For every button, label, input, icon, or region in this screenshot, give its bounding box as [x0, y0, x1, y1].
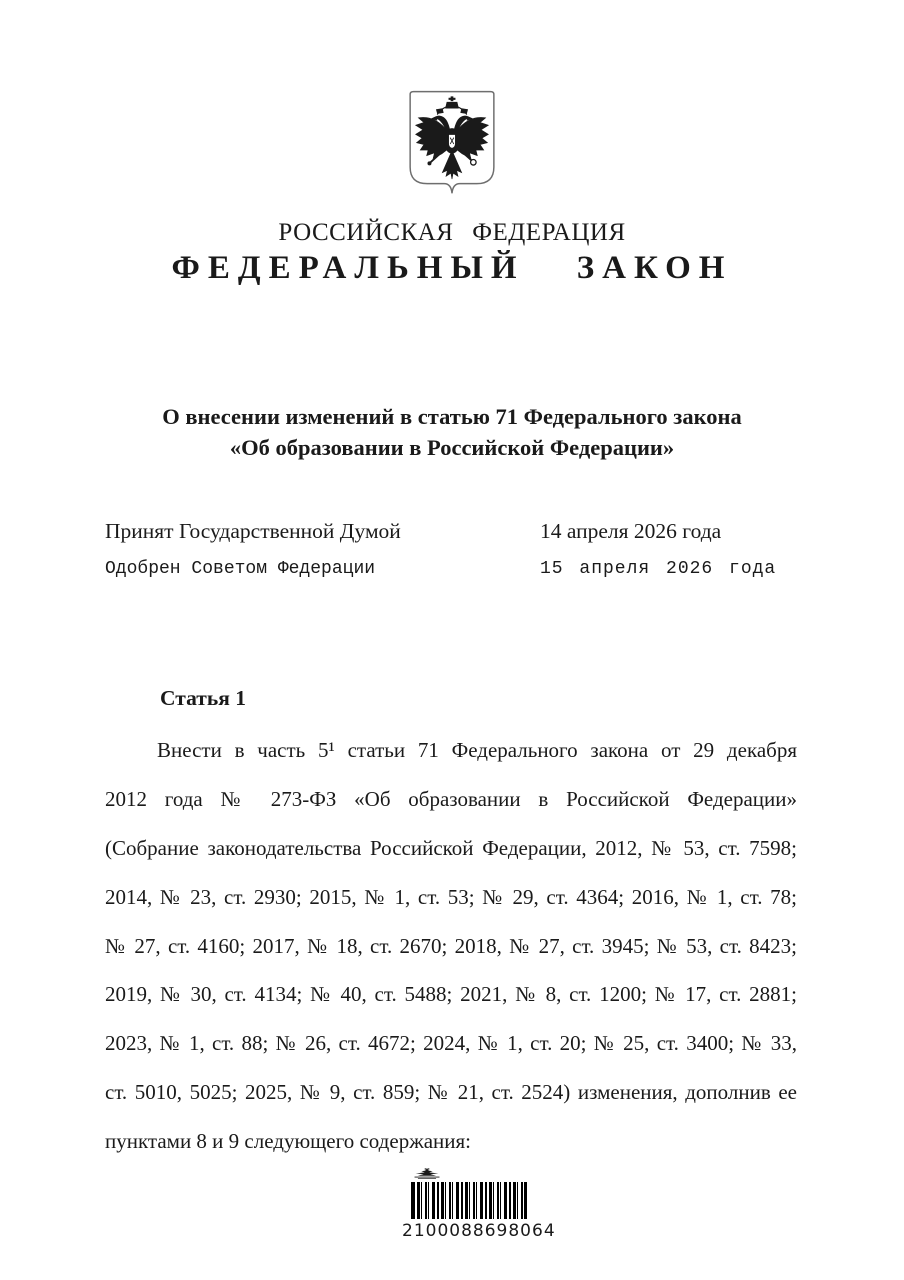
- adoption-block: [105, 519, 805, 594]
- russian-coat-of-arms-icon: [406, 86, 498, 204]
- body-line: ст. 5010, 5025; 2025, № 9, ст. 859; № 21, ст. 2524) изменения, дополнив ее: [105, 1080, 797, 1105]
- body-line: 2023, № 1, ст. 88; № 26, ст. 4672; 2024, № 1, ст. 20; № 25, ст. 3400; № 33,: [105, 1031, 797, 1056]
- body-line: пунктами 8 и 9 следующего содержания:: [105, 1129, 471, 1154]
- adoption-row-duma: [105, 519, 805, 544]
- article-heading: Статья 1: [160, 686, 246, 710]
- barcode-digit-group: 4: [543, 1221, 556, 1241]
- barcode-digit-group: 2: [402, 1221, 414, 1241]
- law-title: [0, 401, 904, 463]
- country-label: РОССИЙСКАЯ ФЕДЕРАЦИЯ: [278, 219, 626, 246]
- adoption-date-federation-council: 15 апреля 2026 года: [540, 559, 777, 579]
- body-line: № 27, ст. 4160; 2017, № 18, ст. 2670; 2018, № 27, ст. 3945; № 53, ст. 8423;: [105, 933, 797, 958]
- barcode-digit-group: 100088: [413, 1221, 485, 1241]
- document-type-heading: ФЕДЕРАЛЬНЫЙ ЗАКОН: [171, 250, 733, 286]
- body-paragraph: [105, 726, 797, 1166]
- barcode: [402, 1166, 556, 1241]
- body-line: (Собрание законодательства Российской Федерации, 2012, № 53, ст. 7598;: [105, 835, 797, 860]
- adoption-label-federation-council: Одобрен Советом Федерации: [105, 559, 376, 579]
- adoption-row-federation-council: [105, 559, 805, 579]
- body-line: 2019, № 30, ст. 4134; № 40, ст. 5488; 2021, № 8, ст. 1200; № 17, ст. 2881;: [105, 982, 797, 1007]
- body-line: Внести в часть 5¹ статьи 71 Федерального закона от 29 декабря: [157, 738, 797, 762]
- barcode-emblem-icon: [410, 1166, 444, 1181]
- body-line: 2012 года № 273-ФЗ «Об образовании в Российской Федерации»: [105, 786, 797, 811]
- barcode-digit-group: 69806: [484, 1221, 544, 1241]
- barcode-digits: [402, 1221, 556, 1241]
- adoption-date-duma: 14 апреля 2026 года: [540, 519, 722, 543]
- adoption-label-duma: Принят Государственной Думой: [105, 519, 401, 543]
- barcode-bars: [411, 1182, 527, 1219]
- law-title-line-2: «Об образовании в Российской Федерации»: [229, 435, 675, 460]
- law-title-line-1: О внесении изменений в статью 71 Федерального закона: [162, 404, 742, 429]
- body-line: 2014, № 23, ст. 2930; 2015, № 1, ст. 53; № 29, ст. 4364; 2016, № 1, ст. 78;: [105, 884, 797, 909]
